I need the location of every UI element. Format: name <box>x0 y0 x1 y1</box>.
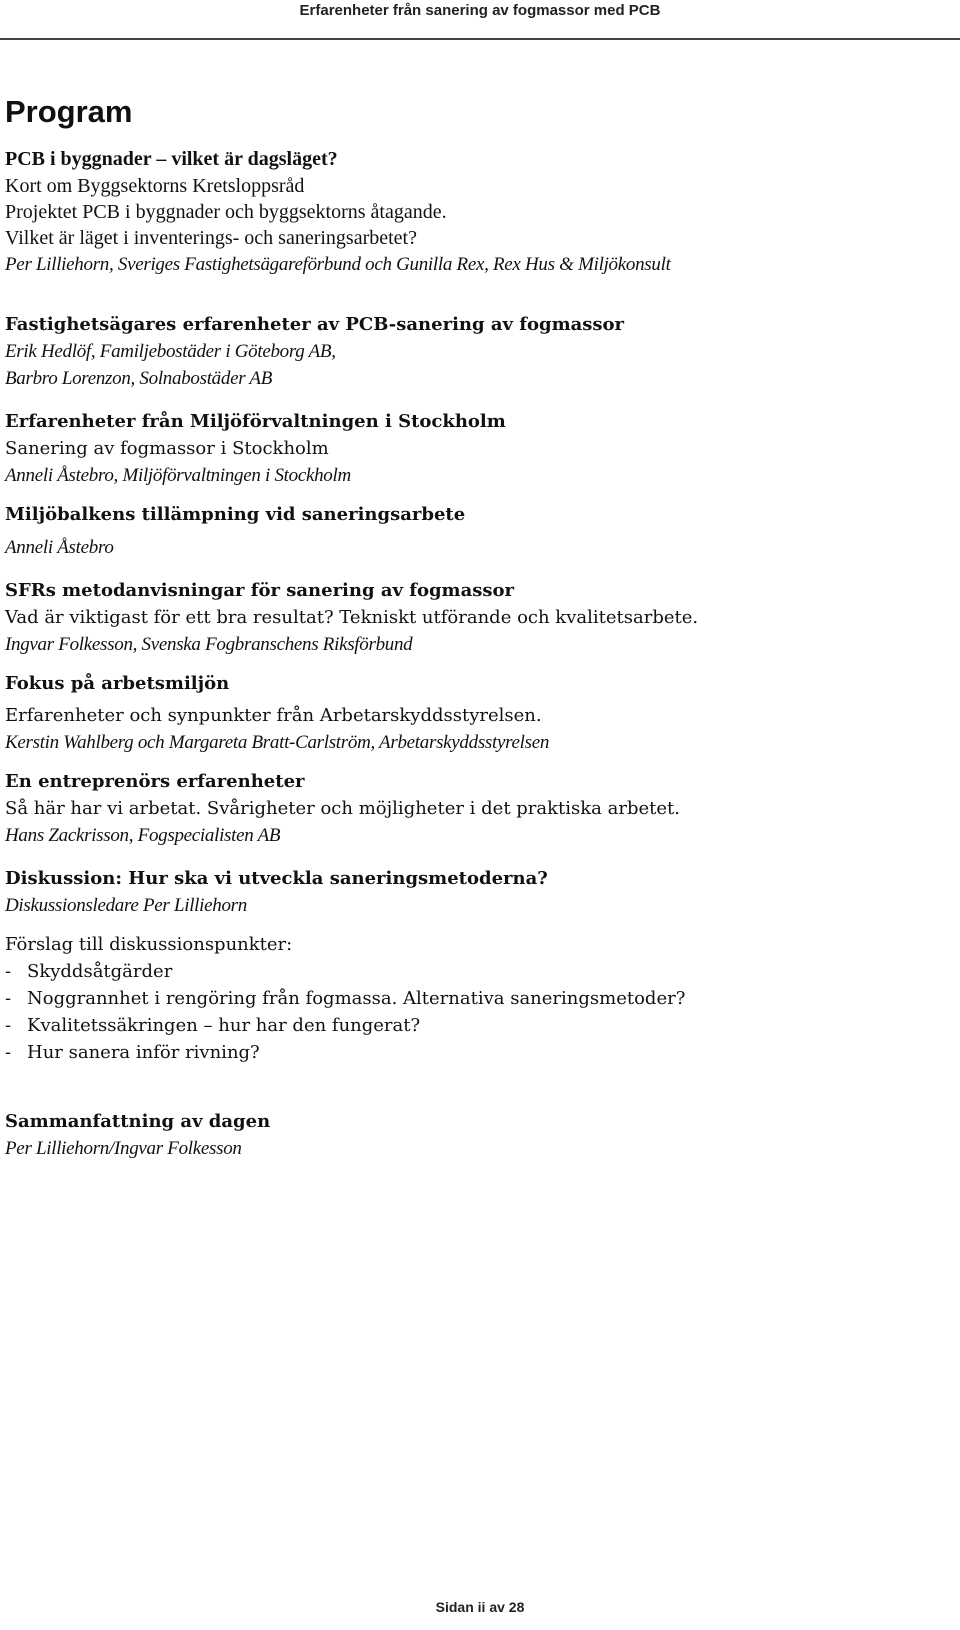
list-dash: - <box>5 961 12 982</box>
list-dash: - <box>5 1042 12 1063</box>
list-item <box>5 958 945 985</box>
list-item-text: Skyddsåtgärder <box>27 961 173 982</box>
speaker-line: Anneli Åstebro <box>5 537 114 558</box>
section-heading: Diskussion: Hur ska vi utveckla saneringsmetoderna? <box>5 868 548 889</box>
list-item <box>5 1012 945 1039</box>
list-item <box>5 985 945 1012</box>
section-line: Vad är viktigast för ett bra resultat? Tekniskt utförande och kvalitetsarbete. <box>5 607 699 628</box>
page-title: Program <box>5 94 133 129</box>
section-line: Så här har vi arbetat. Svårigheter och möjligheter i det praktiska arbetet. <box>5 798 680 819</box>
section-heading: Fastighetsägares erfarenheter av PCB-sanering av fogmassor <box>5 314 625 335</box>
section-line: Projektet PCB i byggnader och byggsektorns åtagande. <box>5 201 447 223</box>
section-heading: Erfarenheter från Miljöförvaltningen i Stockholm <box>5 411 506 432</box>
list-item-text: Kvalitetssäkringen – hur har den fungerat? <box>27 1015 421 1036</box>
list-item-text: Hur sanera inför rivning? <box>27 1042 260 1063</box>
list-dash: - <box>5 1015 12 1036</box>
section-line: Vilket är läget i inventerings- och saneringsarbetet? <box>5 227 417 249</box>
speaker-line: Per Lilliehorn, Sveriges Fastighetsägareförbund och Gunilla Rex, Rex Hus & Miljökonsult <box>5 254 671 275</box>
program-content <box>5 92 945 1162</box>
list-intro: Förslag till diskussionspunkter: <box>5 934 293 955</box>
speaker-line: Ingvar Folkesson, Svenska Fogbranschens Riksförbund <box>5 634 413 655</box>
section-line: Erfarenheter och synpunkter från Arbetarskyddsstyrelsen. <box>5 705 542 726</box>
page-number: Sidan ii av 28 <box>435 1599 525 1615</box>
section-line: Kort om Byggsektorns Kretsloppsråd <box>5 175 305 197</box>
section-heading: Sammanfattning av dagen <box>5 1111 271 1132</box>
header-rule <box>0 38 960 40</box>
speaker-line: Hans Zackrisson, Fogspecialisten AB <box>5 825 281 846</box>
section-line: Sanering av fogmassor i Stockholm <box>5 438 329 459</box>
speaker-line: Barbro Lorenzon, Solnabostäder AB <box>5 368 273 389</box>
section-heading: En entreprenörs erfarenheter <box>5 771 305 792</box>
speaker-line: Kerstin Wahlberg och Margareta Bratt-Carlström, Arbetarskyddsstyrelsen <box>5 732 550 753</box>
section-heading: Fokus på arbetsmiljön <box>5 673 230 694</box>
list-item <box>5 1039 945 1066</box>
speaker-line: Anneli Åstebro, Miljöförvaltningen i Stockholm <box>5 465 351 486</box>
speaker-line: Per Lilliehorn/Ingvar Folkesson <box>5 1138 242 1159</box>
list-dash: - <box>5 988 12 1009</box>
running-header: Erfarenheter från sanering av fogmassor med PCB <box>299 2 661 19</box>
section-heading: Miljöbalkens tillämpning vid saneringsarbete <box>5 504 466 525</box>
section-heading: SFRs metodanvisningar för sanering av fogmassor <box>5 580 515 601</box>
speaker-line: Erik Hedlöf, Familjebostäder i Göteborg AB, <box>5 341 336 362</box>
list-item-text: Noggrannhet i rengöring från fogmassa. Alternativa saneringsmetoder? <box>27 988 686 1009</box>
speaker-line: Diskussionsledare Per Lilliehorn <box>5 895 247 916</box>
section-heading: PCB i byggnader – vilket är dagsläget? <box>5 148 338 170</box>
